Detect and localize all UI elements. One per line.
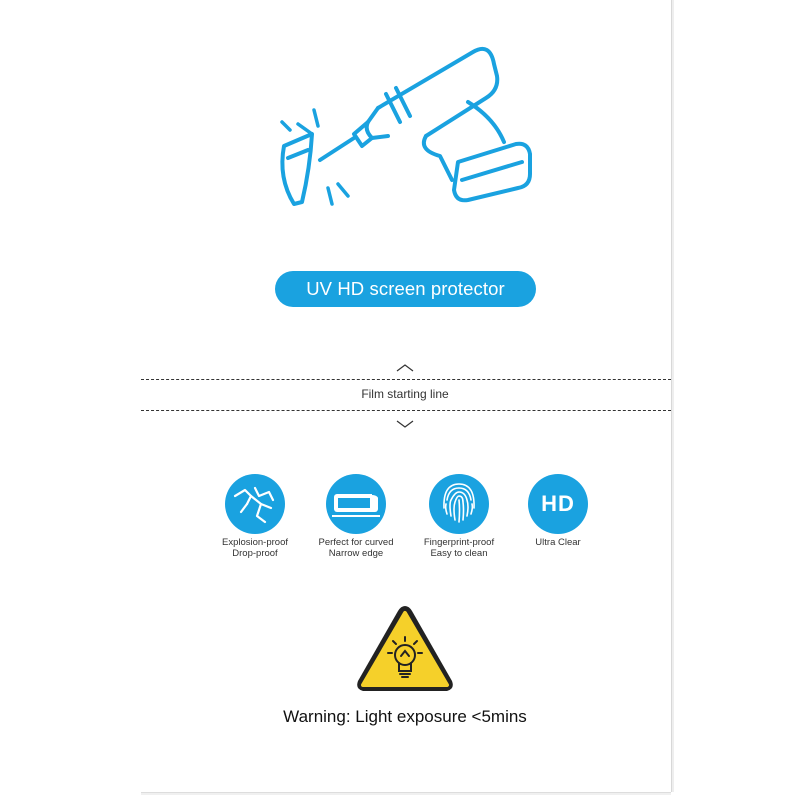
product-title-banner: UV HD screen protector <box>275 271 536 307</box>
drill-icon <box>268 38 534 214</box>
film-starting-line-label: Film starting line <box>361 387 449 401</box>
light-bulb-warning-icon <box>355 603 455 695</box>
film-line-top <box>141 379 671 380</box>
feature-fingerprint-proof <box>404 474 514 559</box>
feature-curved <box>301 474 411 559</box>
feature-ultra-clear <box>503 474 613 548</box>
feature-explosion-proof <box>200 474 310 559</box>
warning-text: Warning: Light exposure <5mins <box>283 707 527 726</box>
chevron-up-icon <box>396 364 414 372</box>
cracked-glass-icon <box>225 474 285 534</box>
feature-line-2: Drop-proof <box>232 548 278 559</box>
feature-line-1: Fingerprint-proof <box>423 537 495 548</box>
feature-line-1: Ultra Clear <box>535 537 581 548</box>
feature-line-1: Explosion-proof <box>221 537 288 548</box>
film-line-bottom <box>141 410 671 411</box>
feature-line-2: Easy to clean <box>430 548 488 559</box>
fingerprint-icon <box>429 474 489 534</box>
hd-icon <box>528 474 588 534</box>
chevron-down-icon <box>396 420 414 428</box>
curved-screen-icon <box>326 474 386 534</box>
hd-badge-text: HD <box>541 491 575 516</box>
feature-line-1: Perfect for curved <box>318 537 394 548</box>
feature-line-2: Narrow edge <box>328 548 384 559</box>
